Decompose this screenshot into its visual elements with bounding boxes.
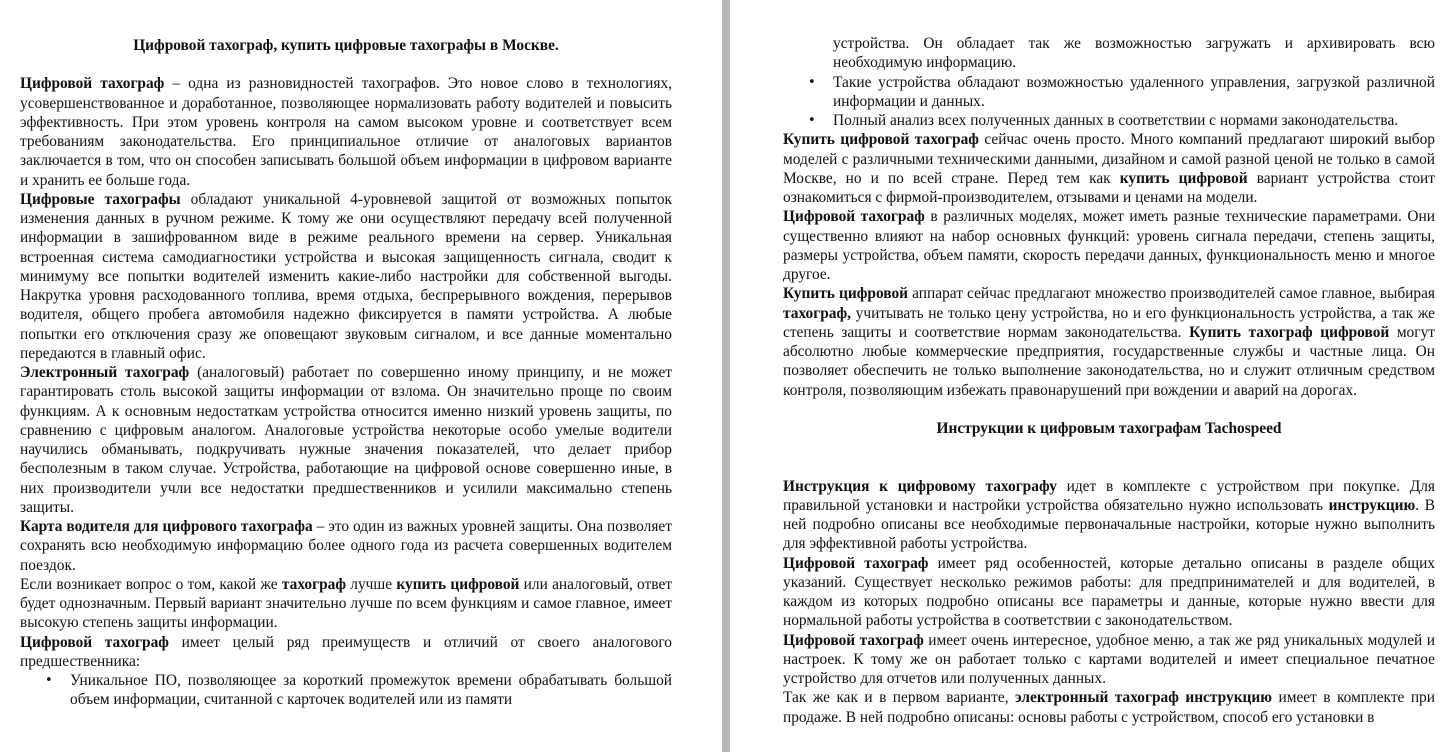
bold-term: купить цифровой: [396, 575, 520, 593]
spacer: [783, 400, 1435, 419]
paragraph-text: Так же как и в первом варианте,: [783, 689, 1015, 707]
bold-term: купить цифровой: [1119, 169, 1248, 187]
bold-term: Электронный тахограф: [20, 364, 190, 381]
paragraph-text: учитывать не только цену устройства, но и его функциональность устройства, а так же степень защиты и соответствие нормам законодательства.: [783, 304, 1435, 341]
paragraph-text: – это один из важных уровней защиты. Она позволяет сохранять всю необходимую информацию более одного года из расчета совершенных водителем поездок.: [20, 518, 672, 574]
paragraph-text: могут абсолютно любые коммерческие предприятия, государственные службы и частные лица. Он позволяет обеспечить не только выполнение законодательства, но и служит отличным средством контроля, позволяющим избежать правонарушений при вождении и аварий на дорогах.: [783, 323, 1435, 399]
paragraph-digital-tachograph: [20, 74, 672, 190]
bold-term: электронный тахограф инструкцию: [1015, 689, 1273, 707]
right-column: [783, 34, 1435, 727]
paragraph-text: идет в комплекте с устройством при покупке. Для правильной установки и настройки устройства обязательно нужно использовать: [783, 477, 1435, 514]
page-separator: [722, 0, 730, 752]
bold-term: Цифровой тахограф: [20, 633, 169, 651]
paragraph-text: лучше: [346, 575, 397, 593]
paragraph-text: вариант устройства стоит ознакомиться с фирмой-производителем, отзывами и ценами на модели.: [783, 169, 1436, 206]
paragraph-which-to-buy: [20, 575, 672, 633]
bold-term: Цифровой тахограф: [783, 208, 925, 226]
paragraph-text: сейчас очень просто. Много компаний предлагают широкий выбор моделей с различными техническими данными, дизайном и самой разной ценой не только в самой Москве, но и по всей стране. Перед тем как: [783, 131, 1436, 187]
spacer: [783, 457, 1435, 476]
bold-term: Цифровой тахограф: [20, 75, 165, 93]
paragraph-text: имеет ряд особенностей, которые детально описаны в разделе общих указаний. Существует несколько режимов работы: для предпринимателей и для водителей, в каждом из которых подробно описаны все параметры и данные, которые нужно ввести для нормальной работы устройства в соответствии с законодательством.: [783, 554, 1435, 630]
paragraph-electronic-instruction: [783, 688, 1435, 727]
bold-term: Купить цифровой: [783, 285, 909, 303]
list-item: • Уникальное ПО, позволяющее за короткий промежуток времени обрабатывать большой объем информации, считанной с карточек водителей или из памяти: [70, 671, 672, 710]
list-item: • Такие устройства обладают возможностью удаленного управления, загрузкой различной информации и данных.: [833, 73, 1435, 112]
advantages-list-continued: [783, 34, 1435, 130]
list-item: • Полный анализ всех полученных данных в соответствии с нормами законодательства.: [833, 111, 1435, 130]
paragraph-text: имеет в комплекте при продаже. В ней подробно описаны: основы работы с устройством, способ его установки в: [783, 689, 1435, 726]
bold-term: Купить тахограф цифровой: [1189, 323, 1390, 341]
list-item-continuation: устройства. Он обладает так же возможностью загружать и архивировать всю необходимую информацию.: [833, 35, 1435, 72]
right-page: [730, 0, 1455, 752]
paragraph-menu: [783, 631, 1435, 689]
paragraph-manufacturers: [783, 284, 1435, 400]
paragraph-models: [783, 207, 1435, 284]
bold-term: Инструкция к цифровому тахографу: [783, 477, 1057, 495]
paragraph-text: в различных моделях, может иметь разные технические параметрами. Они существенно влияют на набор основных функций: уровень сигнала передачи, степень защиты, размеры устройства, объем памяти, скорость передачи данных, функциональность меню и многое другое.: [783, 208, 1435, 283]
bold-term: Цифровой тахограф: [783, 631, 924, 649]
left-page: [0, 0, 722, 752]
paragraph-text: аппарат сейчас предлагают множество производителей самое главное, выбирая: [908, 285, 1436, 303]
paragraph-driver-card: [20, 517, 672, 575]
left-column: [20, 36, 672, 710]
paragraph-advantages: [20, 633, 672, 672]
bold-term: Цифровой тахограф: [783, 554, 929, 572]
bold-term: тахограф,: [783, 304, 851, 322]
bold-term: Карта водителя для цифрового тахографа: [20, 518, 313, 535]
bold-term: Купить цифровой тахограф: [783, 131, 979, 149]
section-heading: Инструкции к цифровым тахографам Tachospeed: [936, 420, 1282, 437]
paragraph-electronic-tachograph: [20, 363, 672, 517]
paragraph-text: имеет целый ряд преимуществ и отличий от своего аналогового предшественника:: [20, 633, 672, 670]
bold-term: инструкцию: [1328, 496, 1416, 514]
paragraph-digital-tachographs-protection: [20, 190, 672, 363]
paragraph-text: . В ней подробно описаны все необходимые первоначальные настройки, которые нужно выполнить для эффективной работы устройства.: [783, 496, 1435, 553]
paragraph-text: обладают уникальной 4-уровневой защитой от возможных попыток изменения данных в ручном режиме. К тому же они осуществляют передачу всей полученной информации в зашифрованном виде в режиме реального времени на сервер. Уникальная встроенная система самодиагностики устройства и высокая защищенность сигнала, сводит к минимуму все попытки водителей изменить какие-либо настройки для собственной выгоды. Накрутка уровня расходованного топлива, время отдыха, беспрерывного вождения, перерывов водителя, общего пробега автомобиля надежно фиксируется в памяти устройства. А любые попытки его отключения сразу же оповещают звуковым сигналом, и все данные моментально передаются в главный офис.: [20, 190, 672, 362]
paragraph-instruction: [783, 477, 1435, 554]
paragraph-text: или аналоговый, ответ будет однозначным. Первый вариант значительно лучше по всем функциям и самое главное, имеет высокую степень защиты информации.: [20, 575, 673, 632]
paragraph-features: [783, 554, 1435, 631]
paragraph-text: имеет очень интересное, удобное меню, а так же ряд уникальных модулей и настроек. К тому же он работает только с картами водителей и имеет специальное печатное устройство для отчетов или полученных данных.: [783, 631, 1435, 687]
paragraph-text: Если возникает вопрос о том, какой же: [20, 575, 282, 593]
advantages-list: [20, 671, 672, 710]
bold-term: тахограф: [281, 575, 347, 593]
page-title: Цифровой тахограф, купить цифровые тахографы в Москве.: [133, 37, 559, 54]
bold-term: Цифровые тахографы: [20, 190, 181, 208]
paragraph-buy-digital: [783, 130, 1435, 207]
paragraph-text: – одна из разновидностей тахографов. Это новое слово в технологиях, усовершенствованное и доработанное, позволяющее нормализовать работу водителей и повысить эффективность. При этом уровень контроля на самом высоком уровне и соответствует всем требованиям законодательства. Его принципиальное отличие от аналоговых вариантов заключается в том, что он способен записывать большой объем информации в цифровом варианте и хранить ее больше года.: [20, 75, 672, 189]
paragraph-text: (аналоговый) работает по совершенно иному принципу, и не может гарантировать столь высокой защиты информации от взлома. Он значительно проще по своим функциям. А к основным недостаткам устройства относится именно низкий уровень защиты, по сравнению с цифровым аналогом. Аналоговые устройства некоторые особо умелые водители научились обманывать, подкручивать нужные значения показателей, что делает прибор бесполезным в таком случае. Устройства, работающие на цифровой основе совершенно иные, в них производители учли все недостатки предшественников и усилили максимально степень защиты.: [20, 364, 673, 516]
